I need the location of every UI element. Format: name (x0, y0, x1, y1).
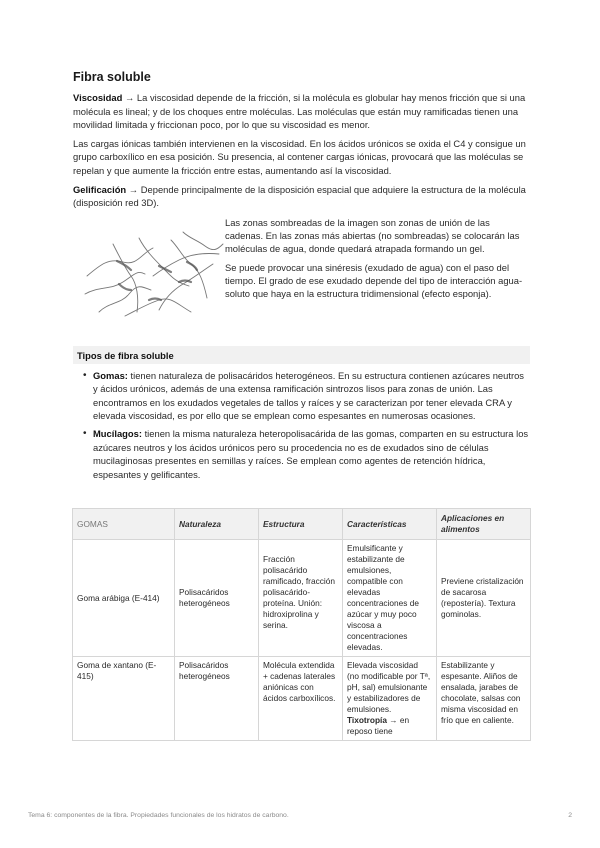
polymer-chain (153, 253, 219, 276)
footer-text: Tema 6: componentes de la fibra. Propiedades funcionales de los hidratos de carbono. (28, 812, 289, 819)
document-body (73, 70, 530, 486)
viscosity-text: → La viscosidad depende de la fricción, si la molécula es globular hay menos fricción que si una molécula es lineal; y de los choques entre moléculas. Las moléculas que están muy ramificadas tienen una movilidad limitada y friccionan poco, por lo que su viscosidad es menor. (73, 92, 526, 131)
viscosity-label: Viscosidad (73, 92, 123, 103)
junction-zone (159, 266, 171, 272)
types-list (73, 369, 530, 481)
gelification-text: → Depende principalmente de la disposición espacial que adquiere la estructura de la molécula (disposición red 3D). (73, 183, 526, 209)
polymer-chain (99, 286, 151, 311)
tixotropia-text: → en reposo tiene (347, 715, 410, 736)
junction-zone (149, 298, 161, 300)
polymer-chain (171, 240, 207, 298)
cell-aplicaciones: Previene cristalización de sacarosa (repostería). Textura gominolas. (437, 540, 531, 657)
figure-paragraph-1: Las zonas sombreadas de la imagen son zonas de unión de las cadenas. En las zonas más abiertas (no sombreadas) se colocarán las moléculas de agua, donde quedará atrapada formando un gel. (225, 216, 520, 255)
polymer-chain (183, 232, 223, 250)
header-estructura: Estructura (259, 509, 343, 540)
gel-figure-block (73, 216, 530, 334)
cell-aplicaciones: Estabilizante y espesante. Aliños de ensalada, jarabes de chocolate, salsas con misma viscosidad en frío que en caliente. (437, 657, 531, 741)
gomas-label: Gomas: (93, 369, 128, 381)
header-aplicaciones: Aplicaciones en alimentos (437, 509, 531, 540)
caracteristicas-text: Elevada viscosidad (no modificable por Tª, pH, sal) emulsionante y estabilizadores de emulsiones. (347, 660, 431, 714)
list-item (85, 369, 530, 423)
types-heading: Tipos de fibra soluble (73, 346, 530, 364)
polymer-chain (125, 299, 191, 316)
cell-estructura: Fracción polisacárido ramificado, fracción polisacárido-proteína. Unión: hidroxiprolina y serina. (259, 540, 343, 657)
gel-network-illustration (79, 224, 229, 324)
table-header-row (73, 509, 531, 540)
junction-zone (119, 284, 131, 290)
gomas-text: tienen naturaleza de polisacáridos heterogéneos. En su estructura contienen azúcares neutros y ácidos urónicos, además de una extensa ramificación sintrozos lisos para zonas de unión. Las encontramos en los exudados vegetales de tallos y raíces y se caracterizan por tener elevada CRA y elevada viscosidad, es por ello que se emplean como espesantes en numerosas ocasiones. (93, 369, 524, 421)
gelification-paragraph (73, 183, 530, 210)
mucilagos-label: Mucílagos: (93, 428, 142, 440)
cell-name: Goma arábiga (E-414) (73, 540, 175, 657)
header-gomas: GOMAS (73, 509, 175, 540)
table-row (73, 657, 531, 741)
figure-caption (225, 216, 530, 306)
figure-paragraph-2: Se puede provocar una sinéresis (exudado de agua) con el paso del tiempo. El grado de ese exudado depende del tipo de interacción agua-soluto que haya en la estructura tridimensional (efecto esponja). (225, 261, 523, 300)
header-naturaleza: Naturaleza (175, 509, 259, 540)
table-row (73, 540, 531, 657)
polymer-chain (139, 238, 189, 286)
cell-naturaleza: Polisacáridos heterogéneos (175, 657, 259, 741)
polymer-chain (85, 272, 145, 294)
tixotropia-label: Tixotropía (347, 715, 387, 725)
ionic-charges-paragraph: Las cargas iónicas también intervienen en la viscosidad. En los ácidos urónicos se oxida el C4 y consigue un grupo carboxílico en esa posición. Su presencia, al contener cargas iónicas, provocará que las moléculas se repelan y que aumente la fricción entre estas, aumentando así la viscosidad. (73, 137, 526, 176)
junction-zone (187, 262, 197, 270)
gelification-label: Gelificación (73, 183, 127, 195)
section-title: Fibra soluble (73, 70, 151, 84)
list-item (85, 427, 530, 481)
junction-zone (179, 280, 191, 282)
mucilagos-text: tienen la misma naturaleza heteropolisacárida de las gomas, comparten en su estructura los azúcares neutros y los ácidos urónicos pero su procedencia no es de exudados sino de células mucilaginosas presentes en semillas y raíces. Se emplean como agentes de retención hídrica, espesantes y gelificantes. (93, 428, 529, 480)
cell-naturaleza: Polisacáridos heterogéneos (175, 540, 259, 657)
page-footer (28, 812, 578, 819)
cell-caracteristicas (343, 657, 437, 741)
viscosity-paragraph (73, 91, 530, 132)
cell-estructura: Molécula extendida + cadenas laterales aniónicas con ácidos carboxílicos. (259, 657, 343, 741)
header-caracteristicas: Características (343, 509, 437, 540)
page-number: 2 (568, 812, 572, 819)
gums-table (72, 508, 531, 741)
cell-caracteristicas: Emulsificante y estabilizante de emulsiones, compatible con elevadas concentraciones de azúcar y muy poco viscosa a concentraciones elevadas. (343, 540, 437, 657)
cell-name: Goma de xantano (E-415) (73, 657, 175, 741)
